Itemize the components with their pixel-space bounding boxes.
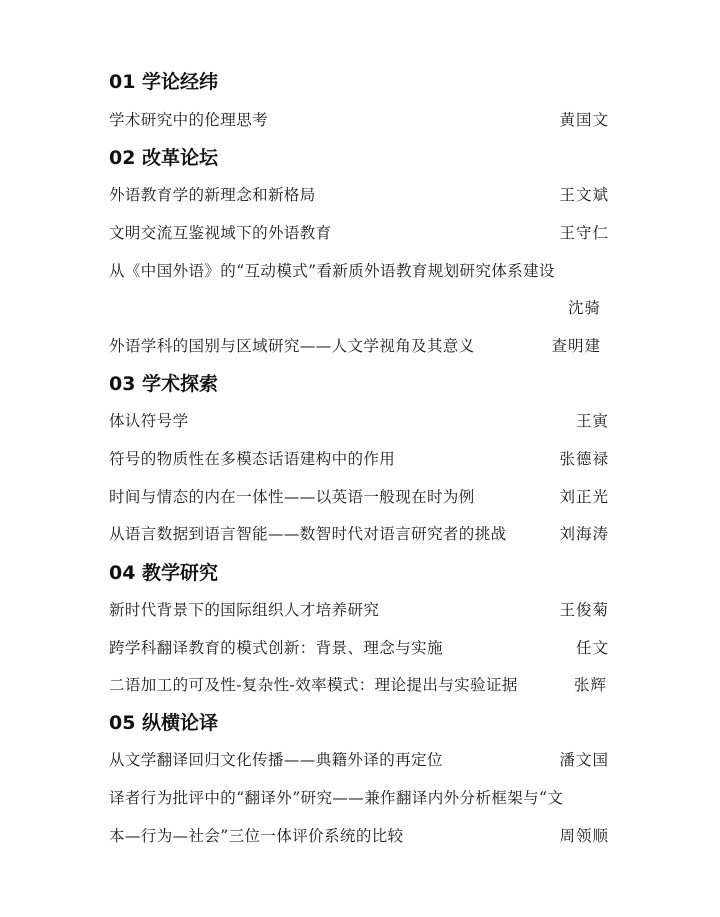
toc-entry[interactable] <box>109 523 609 545</box>
article-author: 张辉 <box>573 676 607 694</box>
toc-entry[interactable] <box>109 599 609 621</box>
toc-entry[interactable] <box>109 674 607 696</box>
article-title: 符号的物质性在多模态话语建构中的作用 <box>109 450 396 468</box>
toc-entry[interactable] <box>109 448 609 470</box>
toc-entry[interactable] <box>109 222 609 244</box>
section-heading: 03 学术探索 <box>109 373 219 395</box>
article-title[interactable]: 从《中国外语》的“互动模式”看新质外语教育规划研究体系建设 <box>109 262 555 280</box>
article-author: 王俊菊 <box>559 601 609 619</box>
article-author: 王守仁 <box>559 224 609 242</box>
article-title: 跨学科翻译教育的模式创新：背景、理念与实施 <box>109 639 443 657</box>
toc-entry[interactable] <box>109 637 609 659</box>
article-title-line2: 本—行为—社会”三位一体评价系统的比较 <box>109 827 404 845</box>
article-author: 周领顺 <box>559 827 609 845</box>
article-title: 时间与情态的内在一体性——以英语一般现在时为例 <box>109 488 475 506</box>
toc-entry[interactable] <box>109 335 601 357</box>
toc-entry[interactable] <box>109 486 609 508</box>
article-author: 沈骑 <box>568 299 602 317</box>
article-author: 王文斌 <box>559 186 609 204</box>
article-author: 刘海涛 <box>559 525 609 543</box>
article-title-line1[interactable]: 译者行为批评中的“翻译外”研究——兼作翻译内外分析框架与“文 <box>109 789 564 807</box>
section-heading: 01 学论经纬 <box>109 71 219 93</box>
article-title: 从语言数据到语言智能——数智时代对语言研究者的挑战 <box>109 525 507 543</box>
article-author: 任文 <box>575 639 609 657</box>
article-title: 体认符号学 <box>109 412 189 430</box>
article-title: 外语学科的国别与区域研究——人文学视角及其意义 <box>109 337 475 355</box>
toc-entry[interactable] <box>109 109 609 131</box>
toc-entry[interactable] <box>109 749 609 771</box>
article-title: 文明交流互鉴视域下的外语教育 <box>109 224 332 242</box>
section-heading: 02 改革论坛 <box>109 147 219 169</box>
section-heading: 05 纵横论译 <box>109 712 219 734</box>
article-author: 刘正光 <box>559 488 609 506</box>
article-author: 黄国文 <box>559 111 609 129</box>
toc-entry[interactable] <box>109 410 609 432</box>
article-title: 新时代背景下的国际组织人才培养研究 <box>109 601 380 619</box>
toc-entry[interactable] <box>109 825 609 847</box>
section-heading: 04 教学研究 <box>109 562 219 584</box>
article-title: 从文学翻译回归文化传播——典籍外译的再定位 <box>109 751 443 769</box>
article-title: 外语教育学的新理念和新格局 <box>109 186 316 204</box>
article-title: 二语加工的可及性-复杂性-效率模式：理论提出与实验证据 <box>109 676 518 694</box>
article-title: 学术研究中的伦理思考 <box>109 111 269 129</box>
article-author: 王寅 <box>575 412 609 430</box>
article-author: 张德禄 <box>559 450 609 468</box>
article-author: 查明建 <box>551 337 601 355</box>
toc-entry[interactable] <box>109 184 609 206</box>
article-author: 潘文国 <box>559 751 609 769</box>
